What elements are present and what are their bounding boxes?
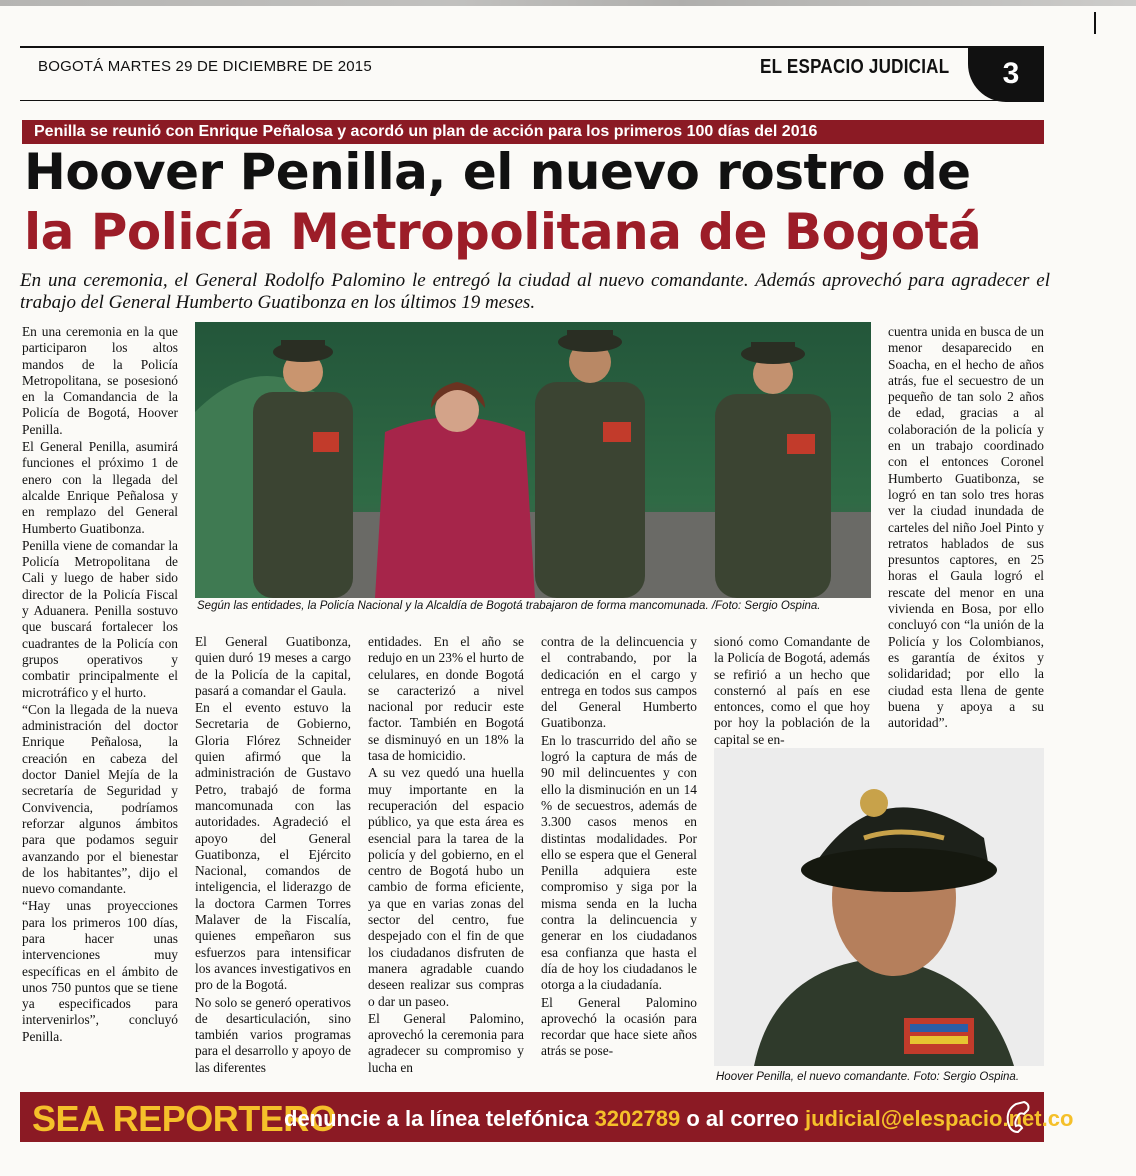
ceremony-photo-illustration: [195, 322, 871, 598]
banner-text-b: o al correo: [686, 1106, 799, 1131]
paragraph: En una ceremonia en la que participaron los altos mandos de la Policía Metropolitana, se posesionó en la Comandancia de la Policía de Bogotá, Hoover Penilla.: [22, 324, 178, 437]
headline-line-1: Hoover Penilla, el nuevo rostro de: [24, 143, 971, 201]
page-edge-mark: [1094, 12, 1096, 34]
banner-phone-number: 3202789: [594, 1106, 681, 1131]
photo-caption: Según las entidades, la Policía Nacional y la Alcaldía de Bogotá trabajaron de forma mancomunada. /Foto: Sergio Ospina.: [197, 600, 821, 612]
paragraph: Penilla viene de comandar la Policía Metropolitana de Cali y luego de haber sido director de la Policía Fiscal y Aduanera. Penilla sostuvo que buscará fortalecer los cuadrantes de la Policía con grupos operativos y combatir principalmente el microtráfico y el hurto.: [22, 537, 178, 700]
paragraph: El General Guatibonza, quien duró 19 meses a cargo de la Policía de la capital, pasará a comandar el Gaula.: [195, 634, 351, 698]
paragraph: entidades. En el año se redujo en un 23% el hurto de celulares, en donde Bogotá se caracterizó a nivel nacional por reducir este factor. También en Bogotá se disminuyó en un 18% la tasa de homicidio.: [368, 634, 524, 764]
banner-title: SEA REPORTERO: [32, 1098, 337, 1139]
paragraph: A su vez quedó una huella muy importante en la recuperación del espacio público, ya que esta área es esencial para la tarea de la policía y del gobierno, en el centro de Bogotá hubo un cambio de forma eficiente, ya que en varias zonas del sector del centro, fue despejado con el fin de que los ciudadanos disfruten de manera agradable cuando deseen realizar sus compras o dar un paseo.: [368, 765, 524, 1009]
article-column-5: [714, 634, 870, 746]
paragraph: cuentra unida en busca de un menor desaparecido en Soacha, en el hecho de años atrás, fue el secuestro de un pequeño de tan solo 2 años de edad, gracias a al colaboración de la policía y en un trabajo coordinado con el entonces Coronel Humberto Guatibonza, se logró en tan solo tres horas ver la ciudad inundada de carteles del niño Joel Pinto y retratos hablados de sus presuntos captores, en 25 horas el Gaula logró el rescate del menor en una vivienda en Bosa, por ello concluyó con “la unión de la Policía y los Colombianos, es garantía de éxitos y solidaridad; por ello la ciudad esta llena de gente buena y apoya a su autoridad”.: [888, 324, 1044, 731]
portrait-caption: Hoover Penilla, el nuevo comandante. Foto: Sergio Ospina.: [716, 1071, 1020, 1083]
page-number: 3: [968, 46, 1044, 102]
headline-line-2: la Policía Metropolitana de Bogotá: [24, 203, 982, 261]
header-bottom-rule: [20, 100, 1044, 101]
banner-text: [284, 1106, 1073, 1132]
article-column-6: [888, 324, 1044, 744]
scanned-page-edge: [0, 0, 1136, 6]
portrait-illustration: [714, 748, 1044, 1066]
paragraph: El General Palomino aprovechó la ocasión para recordar que hace siete años atrás se pose-: [541, 994, 697, 1059]
telephone-handset-icon: [1002, 1100, 1032, 1134]
article-column-2: [195, 634, 351, 1090]
portrait-photo: [714, 748, 1044, 1066]
header-rule: [20, 46, 1044, 48]
paragraph: El General Palomino, aprovechó la ceremonia para agradecer su compromiso y lucha en: [368, 1010, 524, 1075]
paragraph: contra de la delincuencia y el contrabando, por la dedicación en el cargo y entrega en todos sus campos del General Humberto Guatibonza.: [541, 634, 697, 731]
dateline: BOGOTÁ MARTES 29 DE DICIEMBRE DE 2015: [38, 58, 372, 75]
reporter-banner: [20, 1092, 1074, 1142]
paragraph: No solo se generó operativos de desarticulación, sino también varios programas para el desarrollo y apoyo de las diferentes: [195, 994, 351, 1075]
ceremony-photo: [195, 322, 871, 598]
article-column-4: [541, 634, 697, 1090]
paragraph: En el evento estuvo la Secretaria de Gobierno, Gloria Flórez Schneider quien afirmó que la administración de Gustavo Petro, trabajó de forma mancomunada con las autoridades. Agradeció el apoyo del General Guatibonza, el Ejército Nacional, comandos de inteligencia, el liderazgo de la doctora Carmen Torres Malaver de la Fiscalía, quienes empeñaron sus esfuerzos para intensificar los avances investigativos en pro de la Bogotá.: [195, 700, 351, 993]
paragraph: El General Penilla, asumirá funciones el próximo 1 de enero con la llegada del alcalde Enrique Peñalosa y en remplazo del General Humberto Guatibonza.: [22, 439, 178, 536]
paragraph: sionó como Comandante de la Policía de Bogotá, además se refirió a un hecho que consternó al país en ese entonces, como el que hoy por hoy la población de la capital se en-: [714, 634, 870, 747]
banner-email: judicial@elespacio.net.co: [804, 1106, 1074, 1131]
kicker-bar: Penilla se reunió con Enrique Peñalosa y acordó un plan de acción para los primeros 100 días del 2016: [22, 120, 1044, 144]
paragraph: “Hay unas proyecciones para los primeros 100 días, para hacer unas intervenciones muy específicas en el ámbito de unos 750 puntos que se tiene ya especificados para intervenirlos”, concluyó Penilla.: [22, 898, 178, 1044]
paragraph: En lo trascurrido del año se logró la captura de más de 90 mil delincuentes y con ello la disminución en un 14 % de secuestros, además de 3.300 casos menos en distintas modalidades. Por ello se espera que el General Penilla adquiera este compromiso y siga por la misma senda en la lucha contra la delincuencia y generar en los ciudadanos esa confianza que hasta el día de hoy los ciudadanos le otorga a la ciudadanía.: [541, 732, 697, 993]
paragraph: “Con la llegada de la nueva administración del doctor Enrique Peñalosa, la creación en cabeza del doctor Daniel Mejía de la secretaría de Seguridad y Convivencia, podríamos reforzar algunos ámbitos para que podamos seguir avanzando por el bienestar de los habitantes”, dijo el nuevo comandante.: [22, 701, 178, 897]
lede-paragraph: En una ceremonia, el General Rodolfo Palomino le entregó la ciudad al nuevo comandante. Además aprovechó para agradecer el trabajo del General Humberto Guatibonza en los últimos 19 meses.: [20, 270, 1050, 313]
article-column-3: [368, 634, 524, 1090]
section-masthead: EL ESPACIO JUDICIAL: [760, 56, 950, 78]
article-column-1: [22, 324, 178, 1090]
banner-text-a: denuncie a la línea telefónica: [284, 1106, 589, 1131]
